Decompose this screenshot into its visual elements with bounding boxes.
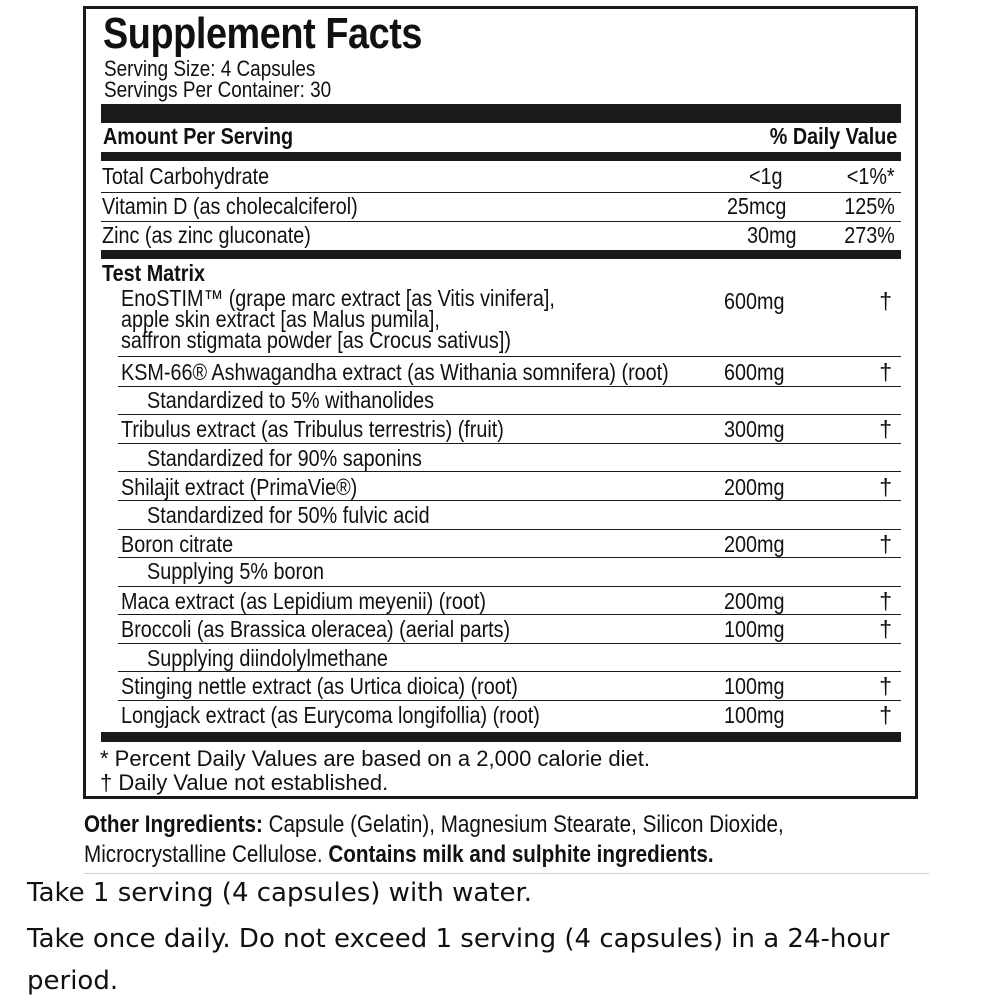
ingredient-name: Broccoli (as Brassica oleracea) (aerial parts) — [121, 616, 511, 642]
row-divider — [118, 671, 901, 672]
row-divider — [118, 443, 901, 444]
serving-size: Serving Size: 4 Capsules — [104, 56, 316, 81]
ingredient-name: Boron citrate — [121, 531, 234, 557]
dagger-mark: † — [879, 416, 892, 442]
nutrient-daily-value: 125% — [844, 193, 895, 219]
row-divider — [118, 700, 901, 701]
bottom-divider — [101, 732, 901, 742]
ingredient-amount: 100mg — [724, 702, 785, 728]
row-divider — [118, 414, 901, 415]
ingredient-name: Tribulus extract (as Tribulus terrestris) (fruit) — [121, 416, 504, 442]
nutrient-name: Vitamin D (as cholecalciferol) — [102, 193, 358, 219]
dagger-mark: † — [879, 673, 892, 699]
medium-divider — [101, 152, 901, 161]
row-divider — [118, 643, 901, 644]
other-ingredients — [84, 810, 784, 870]
nutrient-amount: <1g — [749, 163, 783, 189]
ingredient-name: KSM-66® Ashwagandha extract (as Withania somnifera) (root) — [121, 359, 669, 385]
dagger-mark: † — [879, 359, 892, 385]
panel-title: Supplement Facts — [103, 9, 423, 58]
amount-per-serving-header: Amount Per Serving — [103, 123, 294, 149]
nutrient-daily-value: 273% — [844, 222, 895, 248]
ingredient-subnote: Standardized to 5% withanolides — [147, 387, 434, 413]
dagger-mark: † — [879, 531, 892, 557]
row-divider — [118, 614, 901, 615]
row-divider — [118, 356, 901, 357]
ingredient-subnote: Supplying 5% boron — [147, 558, 325, 584]
dagger-mark: † — [879, 616, 892, 642]
ingredient-subnote: Standardized for 90% saponins — [147, 445, 422, 471]
servings-per-container: Servings Per Container: 30 — [104, 77, 332, 102]
ingredient-name: Maca extract (as Lepidium meyenii) (root) — [121, 588, 486, 614]
daily-value-header: % Daily Value — [769, 123, 897, 149]
test-matrix-heading: Test Matrix — [102, 260, 205, 286]
allergen-warning: Contains milk and sulphite ingredients. — [328, 841, 714, 868]
nutrient-name: Total Carbohydrate — [102, 163, 270, 189]
directions-line-2: Take once daily. Do not exceed 1 serving (4 capsules) in a 24-hour — [27, 924, 890, 954]
ingredient-name-line3: saffron stigmata powder [as Crocus sativus]) — [121, 327, 511, 353]
directions-line-1: Take 1 serving (4 capsules) with water. — [27, 878, 533, 908]
row-divider — [118, 500, 901, 501]
ingredient-amount: 300mg — [724, 416, 785, 442]
ingredient-amount: 200mg — [724, 474, 785, 500]
other-ingredients-line2: Microcrystalline Cellulose. — [84, 841, 329, 868]
ingredient-name: EnoSTIM™ (grape marc extract [as Vitis vinifera], — [121, 285, 555, 311]
nutrient-daily-value: <1%* — [847, 163, 895, 189]
nutrient-amount: 30mg — [747, 222, 797, 248]
footnote-not-established: † Daily Value not established. — [100, 770, 389, 795]
dagger-mark: † — [879, 288, 892, 314]
row-divider — [118, 529, 901, 530]
ingredient-amount: 100mg — [724, 616, 785, 642]
ingredient-amount: 100mg — [724, 673, 785, 699]
ingredient-amount: 600mg — [724, 359, 785, 385]
dagger-mark: † — [879, 702, 892, 728]
nutrient-name: Zinc (as zinc gluconate) — [102, 222, 311, 248]
dagger-mark: † — [879, 588, 892, 614]
nutrient-amount: 25mcg — [727, 193, 787, 219]
medium-divider — [101, 250, 901, 259]
ingredient-name: Longjack extract (as Eurycoma longifollia) (root) — [121, 702, 540, 728]
other-ingredients-label: Other Ingredients: — [84, 811, 263, 838]
other-ingredients-text: Capsule (Gelatin), Magnesium Stearate, Silicon Dioxide, — [262, 811, 784, 838]
footnote-daily-values: * Percent Daily Values are based on a 2,000 calorie diet. — [100, 746, 650, 771]
ingredient-name: Shilajit extract (PrimaVie®) — [121, 474, 358, 500]
ingredient-subnote: Supplying diindolylmethane — [147, 645, 388, 671]
ingredient-amount: 600mg — [724, 288, 785, 314]
directions-line-3: period. — [27, 966, 119, 996]
ingredient-name-line2: apple skin extract [as Malus pumila], — [121, 306, 440, 332]
section-divider — [84, 873, 929, 874]
thick-divider — [101, 104, 901, 123]
row-divider — [118, 586, 901, 587]
dagger-mark: † — [879, 474, 892, 500]
ingredient-name: Stinging nettle extract (as Urtica dioica) (root) — [121, 673, 518, 699]
ingredient-amount: 200mg — [724, 531, 785, 557]
ingredient-amount: 200mg — [724, 588, 785, 614]
row-divider — [118, 471, 901, 472]
ingredient-subnote: Standardized for 50% fulvic acid — [147, 502, 430, 528]
